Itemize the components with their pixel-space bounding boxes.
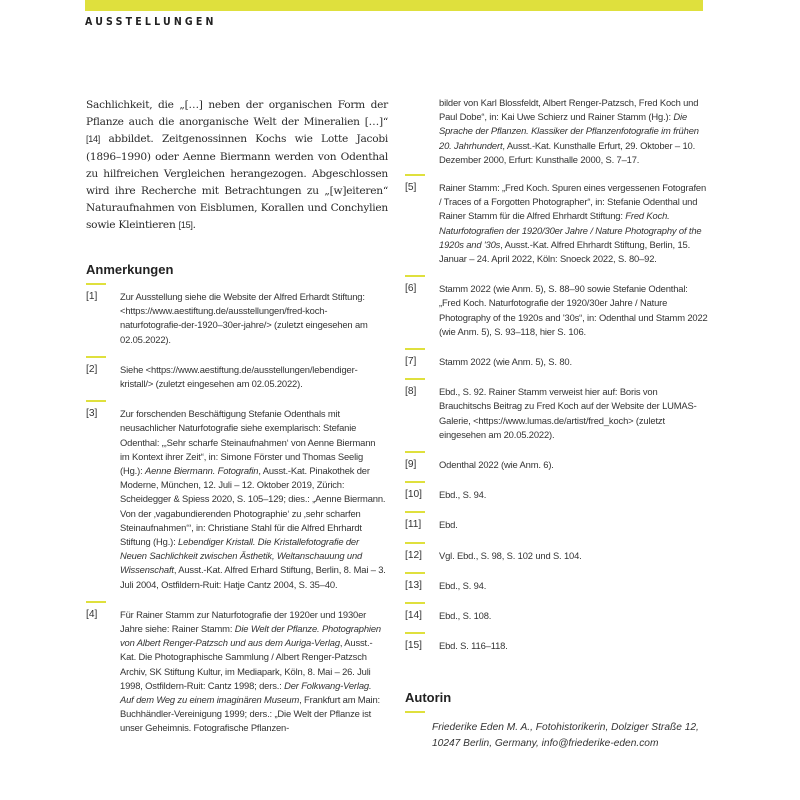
author-heading: Autorin: [405, 690, 452, 705]
footnote: [405, 355, 710, 369]
footnote: [405, 549, 710, 563]
footnote: [405, 579, 710, 593]
footnote-continuation: [405, 96, 710, 167]
accent-dash: [405, 451, 425, 453]
footnote: [405, 488, 710, 502]
footnote: [405, 518, 710, 532]
accent-dash: [405, 378, 425, 380]
accent-dash: [405, 602, 425, 604]
footnote-number: [1]: [86, 291, 98, 302]
footnote-ref[interactable]: [15]: [178, 220, 193, 231]
footnote-segment: Ebd.: [439, 519, 458, 531]
footnote-segment: , Ausst.-Kat. Alfred Ehrhardt Stiftung, Berlin, 15. Januar – 24. April 2022, Köln: Snoeck 2022, S. 80–92.: [439, 238, 691, 265]
footnote-text: [439, 518, 710, 532]
footnote-number: [11]: [405, 519, 422, 531]
paragraph-text: abbildet. Zeitgenossinnen Kochs wie Lotte Jacobi (1896–1990) oder Aenne Biermann werden von Odenthal zu hilfreichen Vergleichen herangezogen. Abgeschlossen wird ihre Recherche mit Betrachtungen zu „[w]eiteren“ Naturaufnahmen von Eisblumen, Korallen und Conchylien sowie Kleintieren: [86, 133, 388, 232]
footnote-segment: Stamm 2022 (wie Anm. 5), S. 88–90 sowie Stefanie Odenthal: „Fred Koch. Naturfotografie der 1920/30er Jahre / Nature Photography of the 1920s and '30s“, in: Odenthal und Stamm 2022 (wie Anm. 5), S. 93–118, hier S. 106.: [439, 283, 708, 337]
italic-title: Die Welt der Pflanze. Photographien von Albert Renger-Patzsch und aus dem Auriga-Verlag: [120, 623, 381, 649]
accent-dash: [405, 174, 425, 176]
accent-dash: [405, 542, 425, 544]
accent-dash: [405, 481, 425, 483]
footnote-text: [439, 579, 710, 593]
notes-left-column: [86, 283, 386, 745]
footnote-number: [10]: [405, 489, 422, 501]
footnote-segment: , Ausst.-Kat. Kunsthalle Erfurt, 29. Oktober – 10. Dezember 2000, Erfurt: Kunsthalle 2000, S. 7–17.: [439, 139, 696, 165]
accent-dash: [86, 400, 106, 402]
footnote-number: [13]: [405, 579, 422, 591]
accent-dash: [405, 632, 425, 634]
footnote-segment: Ebd., S. 94.: [439, 489, 487, 501]
footnote-text: [439, 181, 710, 266]
footnote: [86, 608, 386, 736]
notes-right-column: [405, 96, 710, 662]
footnote-number: [14]: [405, 610, 422, 622]
footnote-ref[interactable]: [14]: [86, 134, 101, 145]
footnote-segment: Ebd. S. 116–118.: [439, 640, 508, 652]
accent-dash: [405, 572, 425, 574]
footnote-text: [120, 608, 386, 736]
footnote-segment: , Frankfurt am Main: Buchhändler-Vereinigung 1999; ders.: „Die Welt der Pflanze ist unser Geheimnis. Fotografische Pflanzen-: [120, 694, 380, 734]
footnote-segment: , Ausst.-Kat. Die Photographische Sammlung / Albert Renger-Patzsch Archiv, SK Stiftung Kultur, im Mediapark, Köln, 8. Mai – 26. Juli 1998, Ostfildern-Ruit: Cantz 1998; ders.:: [120, 637, 373, 691]
footnote-text: [439, 458, 710, 472]
footnote-number: [8]: [405, 386, 417, 398]
paragraph-end: .: [192, 219, 196, 232]
accent-dash: [86, 356, 106, 358]
footnote-text: [439, 96, 710, 167]
footnote-segment: Ebd., S. 92. Rainer Stamm verweist hier auf: Boris von Brauchitschs Beitrag zu Fred Koch auf der Website der LUMAS-Galerie, <https://www.lumas.de/artist/fred_koch> (zuletzt eingesehen am 20.05.2022).: [439, 386, 697, 440]
footnote-segment: , Ausst.-Kat. Alfred Erhard Stiftung, Berlin, 8. Mai – 3. Juli 2004, Ostfildern-Ruit: Hatje Cantz 2004, S. 35–40.: [120, 564, 386, 590]
footnote: [86, 290, 386, 347]
footnote-number: [12]: [405, 549, 422, 561]
footnote-segment: Rainer Stamm: „Fred Koch. Spuren eines vergessenen Fotografen / Traces of a Forgotten Photographer“, in: Stefanie Odenthal und Rainer Stamm für die Alfred Ehrhardt Stiftung:: [439, 182, 707, 222]
notes-heading: Anmerkungen: [86, 262, 174, 277]
footnote-text: [439, 609, 710, 623]
footnote-text: [439, 549, 710, 563]
footnote-number: [4]: [86, 608, 98, 620]
footnote-number: [3]: [86, 408, 98, 420]
italic-title: Die Sprache der Pflanzen. Klassiker der Pflanzenfotografie im frühen 20. Jahrhundert: [439, 111, 699, 151]
footnote-segment: Odenthal 2022 (wie Anm. 6).: [439, 459, 554, 471]
body-paragraph: [86, 97, 388, 235]
footnote: [405, 639, 710, 653]
footnote-text: [120, 407, 386, 592]
accent-dash: [405, 348, 425, 350]
footnote: [405, 458, 710, 472]
footnote: [86, 363, 386, 391]
accent-dash: [405, 275, 425, 277]
footnote-number: [5]: [405, 182, 417, 194]
footnote-segment: Siehe <https://www.aestiftung.de/ausstellungen/lebendiger-kristall/> (zuletzt eingesehen am 02.05.2022).: [120, 363, 358, 390]
accent-bar: [85, 0, 703, 11]
footnote: [405, 385, 710, 442]
section-label: AUSSTELLUNGEN: [85, 16, 217, 28]
footnote-segment: bilder von Karl Blossfeldt, Albert Renger-Patzsch, Fred Koch und Paul Dobe“, in: Kai Uwe Schierz und Rainer Stamm (Hg.):: [439, 97, 699, 123]
accent-dash: [405, 511, 425, 513]
footnote-number: [6]: [405, 283, 417, 295]
footnote-segment: Stamm 2022 (wie Anm. 5), S. 80.: [439, 356, 572, 368]
footnote: [86, 407, 386, 592]
footnote-segment: Ebd., S. 94.: [439, 579, 487, 591]
footnote: [405, 181, 710, 266]
footnote-segment: Zur forschenden Beschäftigung Stefanie Odenthals mit neusachlicher Naturfotografie siehe exemplarisch: Stefanie Odenthal: „‚Sehr scharfe Steinaufnahmen‘ von Aenne Biermann im Kontext ihrer Zeit“, in: Simone Förster und Thomas Seelig (Hg.):: [120, 408, 376, 477]
footnote-segment: Vgl. Ebd., S. 98, S. 102 und S. 104.: [439, 549, 582, 561]
footnote-text: [120, 290, 386, 347]
footnote-text: [439, 282, 710, 339]
footnote-text: [439, 488, 710, 502]
footnote-text: [439, 355, 710, 369]
footnote-segment: , Ausst.-Kat. Pinakothek der Moderne, München, 12. Juli – 12. Oktober 2019, Zürich: Scheidegger & Spiess 2020, S. 105–129; dies.: „Aenne Biermann. Von der ‚vagabundierenden Photographie‘ zu ‚sehr scharfen Steinaufnahmen‘“, in: Christiane Stahl für die Alfred Ehrhardt Stiftung (Hg.):: [120, 465, 386, 548]
italic-title: Lebendiger Kristall. Die Kristallefotografie der Neuen Sachlichkeit zwischen Ästhetik, Weltanschauung und Wissenschaft: [120, 536, 363, 576]
accent-dash: [405, 711, 425, 713]
paragraph-text: Sachlichkeit, die „[…] neben der organischen Form der Pflanze auch die anorganische Welt der Mineralien […]“: [86, 99, 388, 129]
footnote: [405, 282, 710, 339]
footnote-segment: Für Rainer Stamm zur Naturfotografie der 1920er und 1930er Jahre siehe: Rainer Stamm:: [120, 608, 367, 635]
footnote: [405, 609, 710, 623]
footnote-text: [439, 639, 710, 653]
italic-title: Der Folkwang-Verlag. Auf dem Weg zu einem imaginären Museum: [120, 679, 372, 706]
italic-title: Aenne Biermann. Fotografin: [145, 465, 259, 477]
footnote-number: [9]: [405, 459, 417, 471]
accent-dash: [86, 283, 106, 285]
author-info: Friederike Eden M. A., Fotohistorikerin, Dolziger Straße 12, 10247 Berlin, Germany, info@friederike-eden.com: [432, 722, 699, 749]
footnote-number: [15]: [405, 640, 422, 652]
accent-dash: [86, 601, 106, 603]
footnote-text: [439, 385, 710, 442]
footnote-number: [2]: [86, 363, 98, 375]
footnote-text: [120, 363, 386, 391]
footnote-segment: Zur Ausstellung siehe die Website der Alfred Erhardt Stiftung: <https://www.aestiftung.de/ausstellungen/fred-koch-naturfotografie-der-1920–30er-jahre/> (zuletzt eingesehen am 02.05.2022).: [120, 291, 368, 345]
italic-title: Fred Koch. Naturfotografien der 1920/30er Jahre / Nature Photography of the 1920s and '30s: [439, 210, 702, 250]
footnote-segment: Ebd., S. 108.: [439, 610, 492, 622]
footnote-number: [7]: [405, 356, 417, 368]
